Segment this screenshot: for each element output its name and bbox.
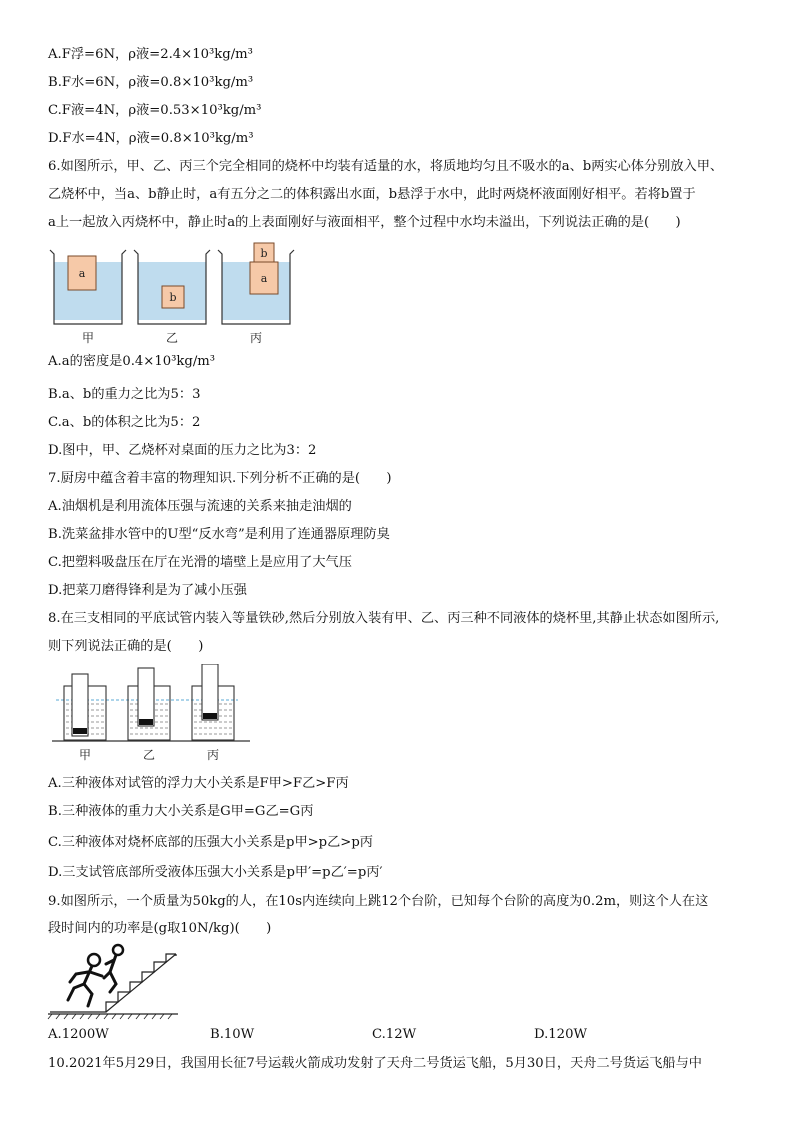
label-jia: 甲 (81, 331, 95, 345)
q8-option-d: D.三支试管底部所受液体压强大小关系是p甲′=p乙′=p丙′ (48, 865, 383, 880)
q5-option-a: A.F浮=6N，ρ液=2.4×10³kg/m³ (48, 47, 253, 62)
q9-option-a: A.1200W (48, 1027, 109, 1042)
iron-sand-yi (139, 719, 153, 725)
q6-option-a: A.a的密度是0.4×10³kg/m³ (48, 354, 216, 369)
q10-stem-line1: 10.2021年5月29日，我国用长征7号运载火箭成功发射了天舟二号货运飞船，5月30日，天舟二号货运飞船与中 (48, 1056, 702, 1071)
q9-stem-line2: 段时间内的功率是(g取10N/kg)( ) (48, 921, 272, 936)
q7-option-b: B.洗菜盆排水管中的U型“反水弯”是利用了连通器原理防臭 (48, 527, 390, 542)
q5-option-b: B.F水=6N，ρ液=0.8×10³kg/m³ (48, 75, 254, 90)
tube-beaker-bing (192, 664, 234, 740)
person-figure (68, 954, 102, 1006)
q6-stem-line1: 6.如图所示，甲、乙、丙三个完全相同的烧杯中均装有适量的水，将质地均匀且不吸水的a、b两实心体分别放入甲、 (48, 159, 724, 174)
q9-option-d: D.120W (534, 1027, 588, 1042)
block-a-bing-label: a (260, 272, 268, 285)
beaker-jia (50, 250, 126, 324)
q5-option-c: C.F液=4N，ρ液=0.53×10³kg/m³ (48, 103, 262, 118)
q9-option-c: C.12W (372, 1027, 417, 1042)
q7-option-c: C.把塑料吸盘压在厅在光滑的墙壁上是应用了大气压 (48, 555, 352, 570)
tube-beaker-jia (64, 674, 106, 740)
q8-test-tubes-figure (48, 664, 253, 764)
tube-beaker-yi (128, 668, 170, 740)
q7-option-d: D.把菜刀磨得锋利是为了减小压强 (48, 583, 247, 598)
label-bing: 丙 (249, 331, 263, 345)
beaker-yi (134, 250, 210, 324)
q7-stem: 7.厨房中蕴含着丰富的物理知识.下列分析不正确的是( ) (48, 471, 392, 486)
q9-option-b: B.10W (210, 1027, 255, 1042)
iron-sand-bing (203, 713, 217, 719)
beaker-bing (218, 243, 294, 324)
q6-stem-line2: 乙烧杯中，当a、b静止时，a有五分之二的体积露出水面，b悬浮于水中，此时两烧杯液面刚好相平。若将b置于 (48, 187, 696, 202)
q6-option-b: B.a、b的重力之比为5：3 (48, 387, 201, 402)
tube-label-yi: 乙 (142, 748, 156, 762)
iron-sand-jia (73, 728, 87, 734)
block-b-yi-label: b (169, 291, 177, 304)
q5-option-d: D.F水=4N，ρ液=0.8×10³kg/m³ (48, 131, 254, 146)
q6-option-c: C.a、b的体积之比为5：2 (48, 415, 201, 430)
block-b-bing-label: b (260, 247, 268, 260)
q8-option-b: B.三种液体的重力大小关系是G甲=G乙=G丙 (48, 804, 314, 819)
q6-stem-line3: a上一起放入丙烧杯中，静止时a的上表面刚好与液面相平，整个过程中水均未溢出，下列说法正确的是( ) (48, 215, 681, 230)
q8-option-a: A.三种液体对试管的浮力大小关系是F甲>F乙>F丙 (48, 776, 349, 791)
tube-label-jia: 甲 (78, 748, 92, 762)
person-figure-2 (104, 945, 123, 992)
q8-option-c: C.三种液体对烧杯底部的压强大小关系是p甲>p乙>p丙 (48, 835, 373, 850)
q8-stem-line2: 则下列说法正确的是( ) (48, 639, 204, 654)
label-yi: 乙 (165, 331, 179, 345)
tube-label-bing: 丙 (206, 748, 220, 762)
q8-stem-line1: 8.在三支相同的平底试管内装入等量铁砂,然后分别放入装有甲、乙、丙三种不同液体的烧杯里,其静止状态如图所示, (48, 611, 720, 626)
q6-option-d: D.图中，甲、乙烧杯对桌面的压力之比为3：2 (48, 443, 317, 458)
q9-stairs-figure (46, 942, 181, 1022)
q9-stem-line1: 9.如图所示，一个质量为50kg的人，在10s内连续向上跳12个台阶，已知每个台阶的高度为0.2m，则这个人在这 (48, 894, 709, 909)
q6-beakers-figure (44, 242, 314, 347)
q7-option-a: A.油烟机是利用流体压强与流速的关系来抽走油烟的 (48, 499, 352, 514)
q9-options-row (48, 1027, 748, 1045)
block-a-jia-label: a (78, 267, 86, 280)
